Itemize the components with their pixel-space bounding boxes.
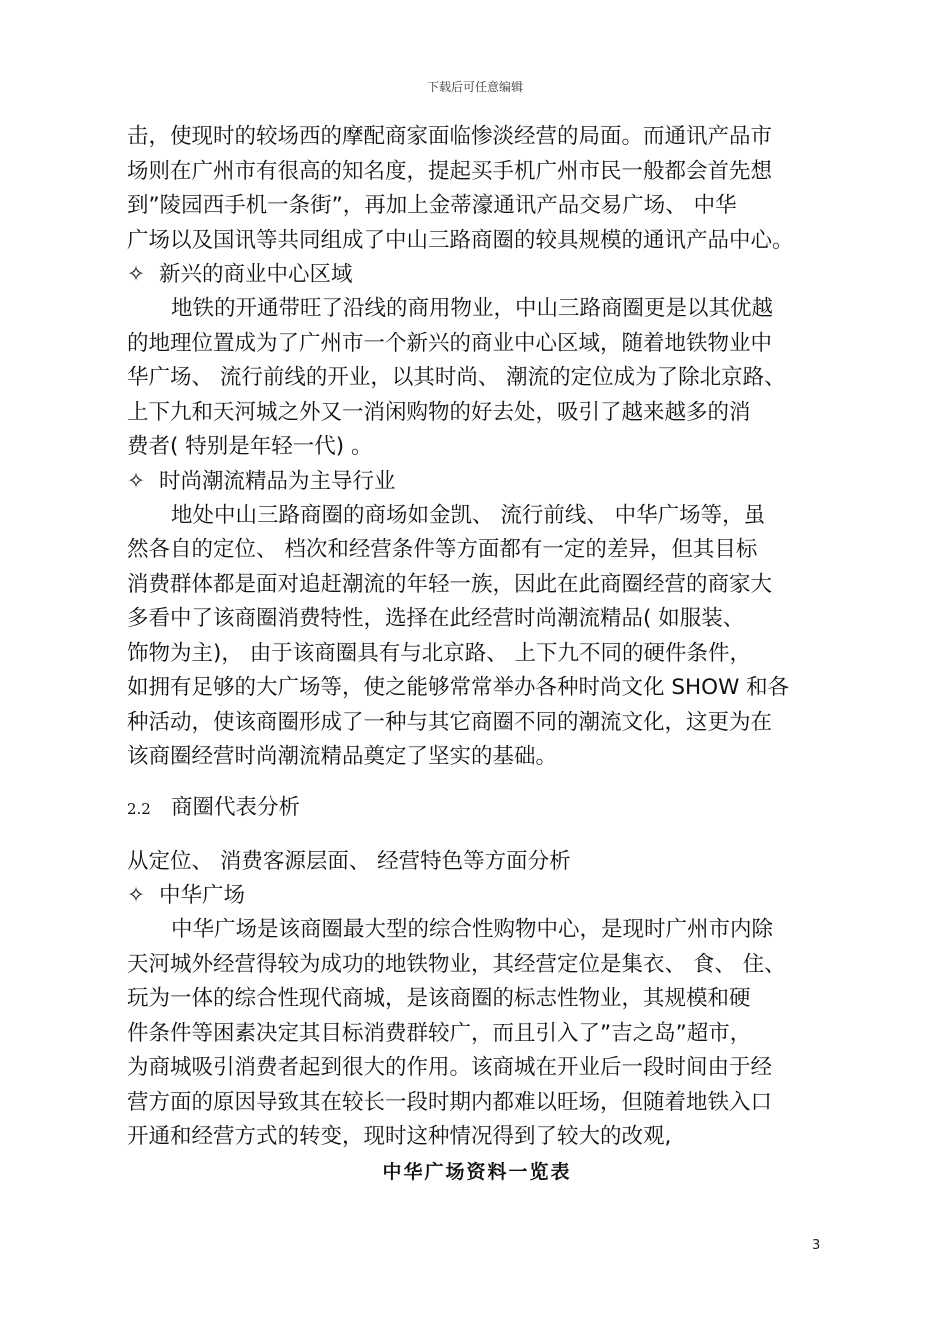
text-line: 地处中山三路商圈的商场如金凯、 流行前线、 中华广场等，虽 xyxy=(171,502,766,528)
text-line: 种活动，使该商圈形成了一种与其它商圈不同的潮流文化，这更为在 xyxy=(127,709,773,735)
bullet-heading-1 xyxy=(127,258,827,292)
intro-line: 从定位、 消费客源层面、 经营特色等方面分析 xyxy=(127,848,571,874)
table-title: 中华广场资料一览表 xyxy=(382,1160,572,1183)
diamond-bullet-icon: ✧ xyxy=(127,468,146,494)
section-number: 2.2 xyxy=(127,799,151,818)
diamond-bullet-icon: ✧ xyxy=(127,262,146,287)
bullet-heading-3 xyxy=(127,879,827,913)
diamond-bullet-icon: ✧ xyxy=(127,883,146,908)
bullet-heading-2 xyxy=(127,465,827,499)
text-line: 击，使现时的较场西的摩配商家面临惨淡经营的局面。而通讯产品市 xyxy=(127,124,773,149)
text-line: 为商城吸引消费者起到很大的作用。该商城在开业后一段时间由于经 xyxy=(127,1055,773,1080)
paragraph-4 xyxy=(127,913,827,1155)
text-line: 营方面的原因导致其在较长一段时期内都难以旺场，但随着地铁入口 xyxy=(127,1089,773,1115)
text-line: 广场以及国讯等共同组成了中山三路商圈的较具规模的通讯产品中心。 xyxy=(127,227,794,253)
bullet-title: 时尚潮流精品为主导行业 xyxy=(159,468,396,494)
paragraph-2 xyxy=(127,292,827,465)
text-line: 多看中了该商圈消费特性，选择在此经营时尚潮流精品( 如服装、 xyxy=(127,606,745,631)
text-line: 该商圈经营时尚潮流精品奠定了坚实的基础。 xyxy=(127,744,558,769)
text-line: 件条件等困素决定其目标消费群较广，而且引入了”吉之岛”超市， xyxy=(127,1020,752,1046)
bullet-title: 新兴的商业中心区域 xyxy=(159,262,353,287)
text-line: 费者( 特别是年轻一代) 。 xyxy=(127,434,373,459)
text-line: 饰物为主)， 由于该商圈具有与北京路、 上下九不同的硬件条件， xyxy=(127,640,752,666)
text-line: 玩为一体的综合性现代商城，是该商圈的标志性物业，其规模和硬 xyxy=(127,986,751,1011)
text-line: 上下九和天河城之外又一消闲购物的好去处，吸引了越来越多的消 xyxy=(127,399,751,425)
page-header: 下载后可任意编辑 xyxy=(426,80,523,94)
text-line: 场则在广州市有很高的知名度，提起买手机广州市民一般都会首先想 xyxy=(127,158,773,184)
paragraph-1 xyxy=(127,120,827,258)
text-line: 到”陵园西手机一条街”，再加上金蒂濠通讯产品交易广场、 中华 xyxy=(127,193,737,218)
text-line: 如拥有足够的大广场等，使之能够常常举办各种时尚文化 SHOW 和各 xyxy=(127,675,790,700)
page-number: 3 xyxy=(812,1238,821,1253)
text-line: 然各自的定位、 档次和经营条件等方面都有一定的差异，但其目标 xyxy=(127,537,758,562)
text-line: 开通和经营方式的转变，现时这种情况得到了较大的改观, xyxy=(127,1124,672,1149)
text-line: 天河城外经营得较为成功的地铁物业，其经营定位是集衣、 食、 住、 xyxy=(127,951,786,977)
paragraph-3 xyxy=(127,499,827,775)
text-line: 华广场、 流行前线的开业，以其时尚、 潮流的定位成为了除北京路、 xyxy=(127,365,786,390)
section-heading xyxy=(127,791,827,825)
text-line: 地铁的开通带旺了沿线的商用物业，中山三路商圈更是以其优越 xyxy=(171,296,774,321)
text-line: 消费群体都是面对追赶潮流的年轻一族，因此在此商圈经营的商家大 xyxy=(127,571,773,597)
section-title: 商圈代表分析 xyxy=(171,794,301,820)
text-line: 中华广场是该商圈最大型的综合性购物中心，是现时广州市内除 xyxy=(171,917,774,942)
text-line: 的地理位置成为了广州市一个新兴的商业中心区域，随着地铁物业中 xyxy=(127,330,773,356)
bullet-title: 中华广场 xyxy=(159,883,246,908)
document-body xyxy=(127,120,827,1187)
